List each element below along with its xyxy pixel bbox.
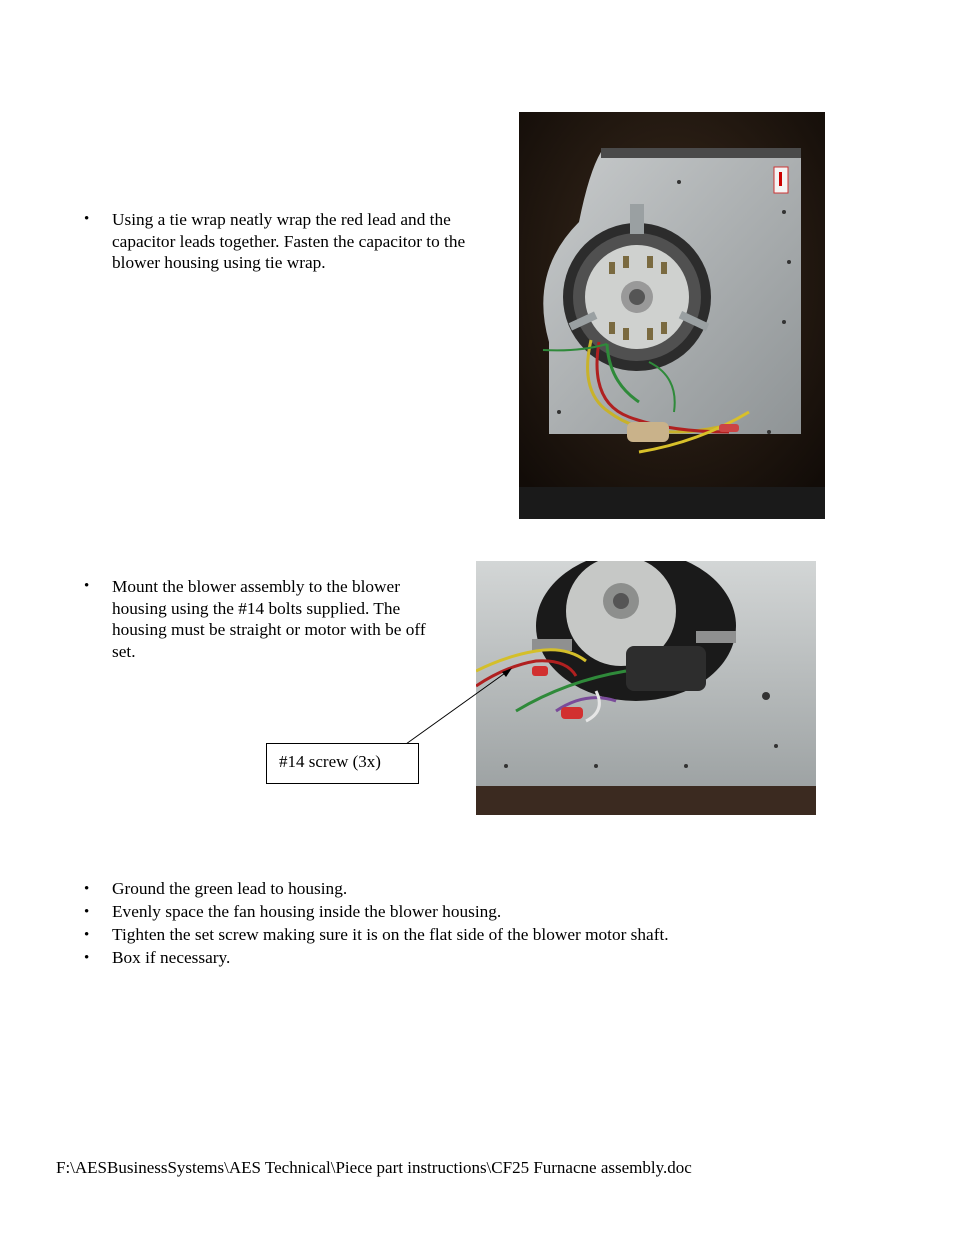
callout-leader-line — [400, 665, 530, 750]
step-mount-blower — [112, 576, 472, 662]
step-tighten-screw: Tighten the set screw making sure it is on the flat side of the blower motor shaft. — [112, 925, 669, 944]
bullet-icon: • — [84, 578, 90, 594]
text-line: housing using the #14 bolts supplied. The — [112, 598, 401, 618]
step-tie-wrap — [112, 209, 512, 274]
step-space-fan: Evenly space the fan housing inside the blower housing. — [112, 902, 502, 921]
text-line: capacitor leads together. Fasten the capacitor to the — [112, 231, 466, 251]
footer-file-path: F:\AESBusinessSystems\AES Technical\Piece part instructions\CF25 Furnacne assembly.doc — [56, 1158, 692, 1177]
text-line: Using a tie wrap neatly wrap the red lead and the — [112, 210, 451, 229]
text-line: blower housing using tie wrap. — [112, 253, 326, 272]
bullet-icon: • — [84, 211, 90, 227]
step-box: Box if necessary. — [112, 948, 231, 967]
bullet-icon: • — [84, 927, 90, 943]
step-ground-lead: Ground the green lead to housing. — [112, 879, 348, 898]
callout-box — [266, 743, 419, 784]
text-line: set. — [112, 641, 136, 661]
callout-label: #14 screw (3x) — [279, 752, 381, 771]
text-line: Mount the blower assembly to the blower — [112, 577, 400, 596]
text-line: housing must be straight or motor with be off — [112, 620, 426, 639]
blower-capacitor-photo — [519, 112, 825, 519]
bullet-icon: • — [84, 881, 90, 897]
bullet-icon: • — [84, 950, 90, 966]
bullet-icon: • — [84, 904, 90, 920]
